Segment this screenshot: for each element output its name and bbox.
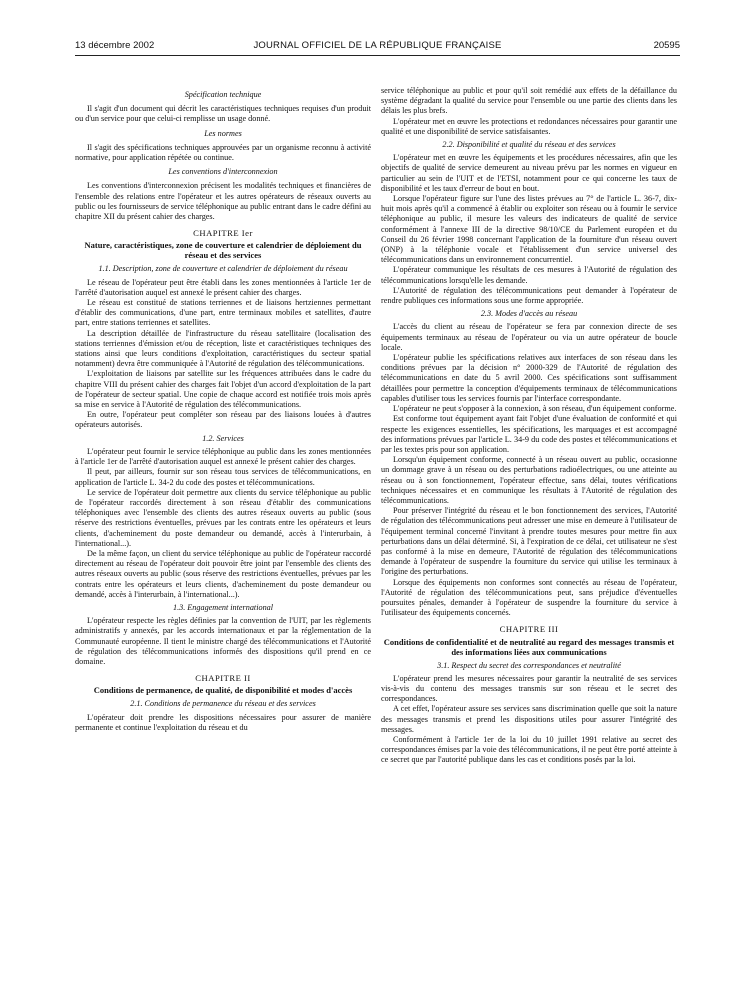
- header-journal-title: JOURNAL OFFICIEL DE LA RÉPUBLIQUE FRANÇAISE: [253, 40, 502, 51]
- section-heading: 2.3. Modes d'accès au réseau: [480, 309, 578, 319]
- paragraph: Le réseau de l'opérateur peut être établi dans les zones mentionnées à l'article 1er de l'arrêté d'autorisation auquel est annexé le présent cahier des charges.: [75, 277, 371, 297]
- section-heading: 1.2. Services: [202, 433, 244, 443]
- heading-conventions: Les conventions d'interconnexion: [168, 167, 278, 177]
- section-heading: 3.1. Respect du secret des correspondances et neutralité: [437, 660, 621, 670]
- chapter-title: Conditions de permanence, de qualité, de disponibilité et modes d'accès: [93, 685, 353, 696]
- paragraph: Est conforme tout équipement ayant fait l'objet d'une évaluation de conformité et qui respecte les exigences essentielles, les spécifications, les marquages et est accompagné des informations prévues par l'article L. 34-9 du code des postes et télécommunications et par les textes pris pour son application.: [381, 414, 677, 454]
- header-rule: [75, 55, 680, 56]
- paragraph: service téléphonique au public et pour qu'il soit remédié aux effets de la défaillance du système dégradant la qualité du service pour l'ensemble ou une partie des clients dans les délais les plus brefs.: [381, 86, 677, 116]
- paragraph: Il s'agit des spécifications techniques approuvées par un organisme reconnu à activité normative, pour application répétée ou continue.: [75, 142, 371, 163]
- paragraph: Il peut, par ailleurs, fournir sur son réseau tous services de télécommunications, en application de l'article L. 34-2 du code des postes et télécommunications.: [75, 467, 371, 487]
- left-column: [75, 86, 371, 733]
- right-column: [381, 86, 677, 766]
- paragraph: En outre, l'opérateur peut compléter son réseau par des liaisons louées à d'autres opérateurs autorisés.: [75, 410, 371, 430]
- paragraph: L'Autorité de régulation des télécommunications peut demander à l'opérateur de rendre publiques ces informations sous une forme appropriée.: [381, 285, 677, 306]
- paragraph: Le réseau est constitué de stations terriennes et de liaisons hertziennes permettant d'établir des communications, d'une part, entre terminaux mobiles et satellites, d'autre part, entre stations terriennes et satellites.: [75, 298, 371, 328]
- header-page-number: 20595: [653, 40, 680, 51]
- section-heading: 2.1. Conditions de permanence du réseau et des services: [130, 699, 316, 709]
- paragraph: Lorsqu'un équipement conforme, connecté à un réseau ouvert au public, occasionne un dommage grave à un réseau ou des perturbations radioélectriques, ou une atteinte au réseau ou à son fonctionnement, l'opérateur effectue, sans délai, toutes vérifications techniques nécessaires et en communique les résultats à l'Autorité de régulation des télécommunications.: [381, 455, 677, 505]
- paragraph: L'opérateur ne peut s'opposer à la connexion, à son réseau, d'un équipement conforme.: [393, 404, 677, 414]
- paragraph: Le service de l'opérateur doit permettre aux clients du service téléphonique au public de l'opérateur raccordés directement à son réseau d'établir des communications téléphoniques avec l'ensemble des clients des autres réseaux ouverts au public (sous réserve des restrictions éventuelles, prévues par les contrats entre les opérateurs et leurs clients, d'acheminement du poste demandeur ou demandé, accès à l'interurbain, à l'international...).: [75, 487, 371, 548]
- section-heading: 2.2. Disponibilité et qualité du réseau et des services: [442, 140, 616, 150]
- paragraph: L'exploitation de liaisons par satellite sur les fréquences attribuées dans le cadre du chapitre VIII du présent cahier des charges fait l'objet d'un accord d'exploitation de la part de l'opérateur de secteur spatial. Une copie de chaque accord est notifiée trois mois après sa mise en service à l'Autorité de régulation des télécommunications.: [75, 369, 371, 410]
- chapter-title: Conditions de confidentialité et de neutralité au regard des messages transmis et des informations liées aux communications: [383, 636, 675, 657]
- paragraph: A cet effet, l'opérateur assure ses services sans discrimination quelle que soit la nature des messages transmis et prend les dispositions utiles pour assurer l'intégrité des messages.: [381, 704, 677, 734]
- paragraph: L'opérateur met en œuvre les équipements et les procédures nécessaires, afin que les objectifs de qualité de service demeurent au niveau prévu par les normes en vigueur en particulier au sein de l'UIT et de l'ETSI, notamment pour ce qui concerne les taux de disponibilité et les taux d'erreur de bout en bout.: [381, 153, 677, 193]
- paragraph: Il s'agit d'un document qui décrit les caractéristiques techniques requises d'un produit ou d'un service pour que celui-ci remplisse un usage donné.: [75, 104, 371, 124]
- paragraph: Conformément à l'article 1er de la loi du 10 juillet 1991 relative au secret des correspondances émises par la voie des télécommunications, il ne peut être porté atteinte à ce secret que par l'autorité publique dans les cas et conditions posés par la loi.: [381, 734, 678, 765]
- header-date: 13 décembre 2002: [75, 40, 155, 51]
- chapter-heading: CHAPITRE III: [499, 624, 559, 635]
- paragraph: Lorsque l'opérateur figure sur l'une des listes prévues au 7° de l'article L. 36-7, dix-huit mois après qu'il a commencé à établir ou exploiter son réseau ou à fournir le service téléphonique au public, il mesure les valeurs des indicateurs de qualité de service conformément à l'annexe III de la directive 98/10/CE du Parlement européen et du Conseil du 26 février 1998 concernant l'application de la fourniture d'un réseau ouvert (ONP) à la téléphonie vocale et l'établissement d'un service universel des télécommunications dans un environnement concurrentiel.: [381, 194, 677, 265]
- paragraph: Pour préserver l'intégrité du réseau et le bon fonctionnement des services, l'Autorité de régulation des télécommunications peut adresser une mise en demeure à l'utilisateur de l'équipement terminal concerné l'invitant à prendre toutes mesures pour mettre fin aux perturbations dans un délai déterminé. Si, à l'expiration de ce délai, cet utilisateur ne s'est pas conformé à la mise en demeure, l'Autorité de régulation des télécommunications demande à l'opérateur de suspendre la fourniture du service qui utilise les terminaux à l'origine des perturbations.: [381, 506, 677, 577]
- paragraph: L'opérateur prend les mesures nécessaires pour garantir la neutralité de ses services vis-à-vis du contenu des messages transmis sur son réseau et le secret des correspondances.: [381, 673, 677, 704]
- heading-specification: Spécification technique: [184, 90, 262, 99]
- chapter-title: Nature, caractéristiques, zone de couverture et calendrier de déploiement du réseau et des services: [84, 240, 362, 261]
- paragraph: Les conventions d'interconnexion précisent les modalités techniques et financières de l'ensemble des relations entre l'opérateur et les autres opérateurs de réseaux ouverts au public ou les fournisseurs de service téléphonique au public entrant dans le cadre défini au chapitre XII du présent cahier des charges.: [75, 181, 372, 222]
- paragraph: L'opérateur peut fournir le service téléphonique au public dans les zones mentionnées à l'article 1er de l'arrêté d'autorisation auquel est annexé le présent cahier des charges.: [75, 446, 371, 467]
- paragraph: L'opérateur communique les résultats de ces mesures à l'Autorité de régulation des télécommunications lorsqu'elle les demande.: [381, 265, 677, 285]
- paragraph: De la même façon, un client du service téléphonique au public de l'opérateur raccordé directement au réseau de l'opérateur doit pouvoir être joint par l'ensemble des clients des autres réseaux ouverts au public (sous réserve des restrictions éventuelles, prévues par les contrats entre les opérateurs et leurs clients, d'acheminement du poste demandeur ou demandé, accès à l'interurbain, à l'international...).: [75, 548, 371, 599]
- paragraph: Lorsque des équipements non conformes sont connectés au réseau de l'opérateur, l'Autorité de régulation des télécommunications peut, sans préjudice d'éventuelles poursuites pénales, demander à l'opérateur de suspendre la fourniture du service à l'utilisateur des équipements concernés.: [381, 577, 677, 618]
- paragraph: L'opérateur met en œuvre les protections et redondances nécessaires pour garantir une qualité et une disponibilité de service satisfaisantes.: [381, 116, 677, 136]
- page-header: [75, 40, 680, 54]
- section-heading: 1.1. Description, zone de couverture et calendrier de déploiement du réseau: [98, 264, 348, 274]
- heading-normes: Les normes: [204, 128, 242, 138]
- paragraph: La description détaillée de l'infrastructure du réseau satellitaire (localisation des stations terriennes d'émission et/ou de réception, liste et caractéristiques techniques des stations ainsi que leurs conditions d'exploitation, caractéristiques du secteur spatial notamment) devra être communiquée à l'Autorité de régulation des télécommunications.: [75, 328, 371, 369]
- paragraph: L'opérateur publie les spécifications relatives aux interfaces de son réseau dans les conditions prévues par la décision n° 2000-329 de l'Autorité de régulation des télécommunications en date du 5 avril 2000. Ces spécifications sont suffisamment détaillées pour permettre la conception d'équipements terminaux de télécommunications capables d'utiliser tous les services fournis par l'interface correspondante.: [381, 353, 677, 403]
- paragraph: L'opérateur doit prendre les dispositions nécessaires pour assurer de manière permanente et continue l'exploitation du réseau et du: [75, 712, 371, 732]
- section-heading: 1.3. Engagement international: [172, 602, 274, 612]
- paragraph: L'accès du client au réseau de l'opérateur se fera par connexion directe de ses équipements terminaux au réseau de l'opérateur ou via un autre opérateur de boucle locale.: [381, 322, 677, 352]
- chapter-heading: CHAPITRE Ier: [193, 228, 253, 239]
- chapter-heading: CHAPITRE II: [195, 673, 251, 684]
- paragraph: L'opérateur respecte les règles définies par la convention de l'UIT, par les règlements administratifs y annexés, par les accords internationaux et par la réglementation de la Communauté européenne. Il tient le ministre chargé des télécommunications et l'Autorité de régulation des télécommunications informés des dispositions qu'il prend en ce domaine.: [75, 616, 371, 666]
